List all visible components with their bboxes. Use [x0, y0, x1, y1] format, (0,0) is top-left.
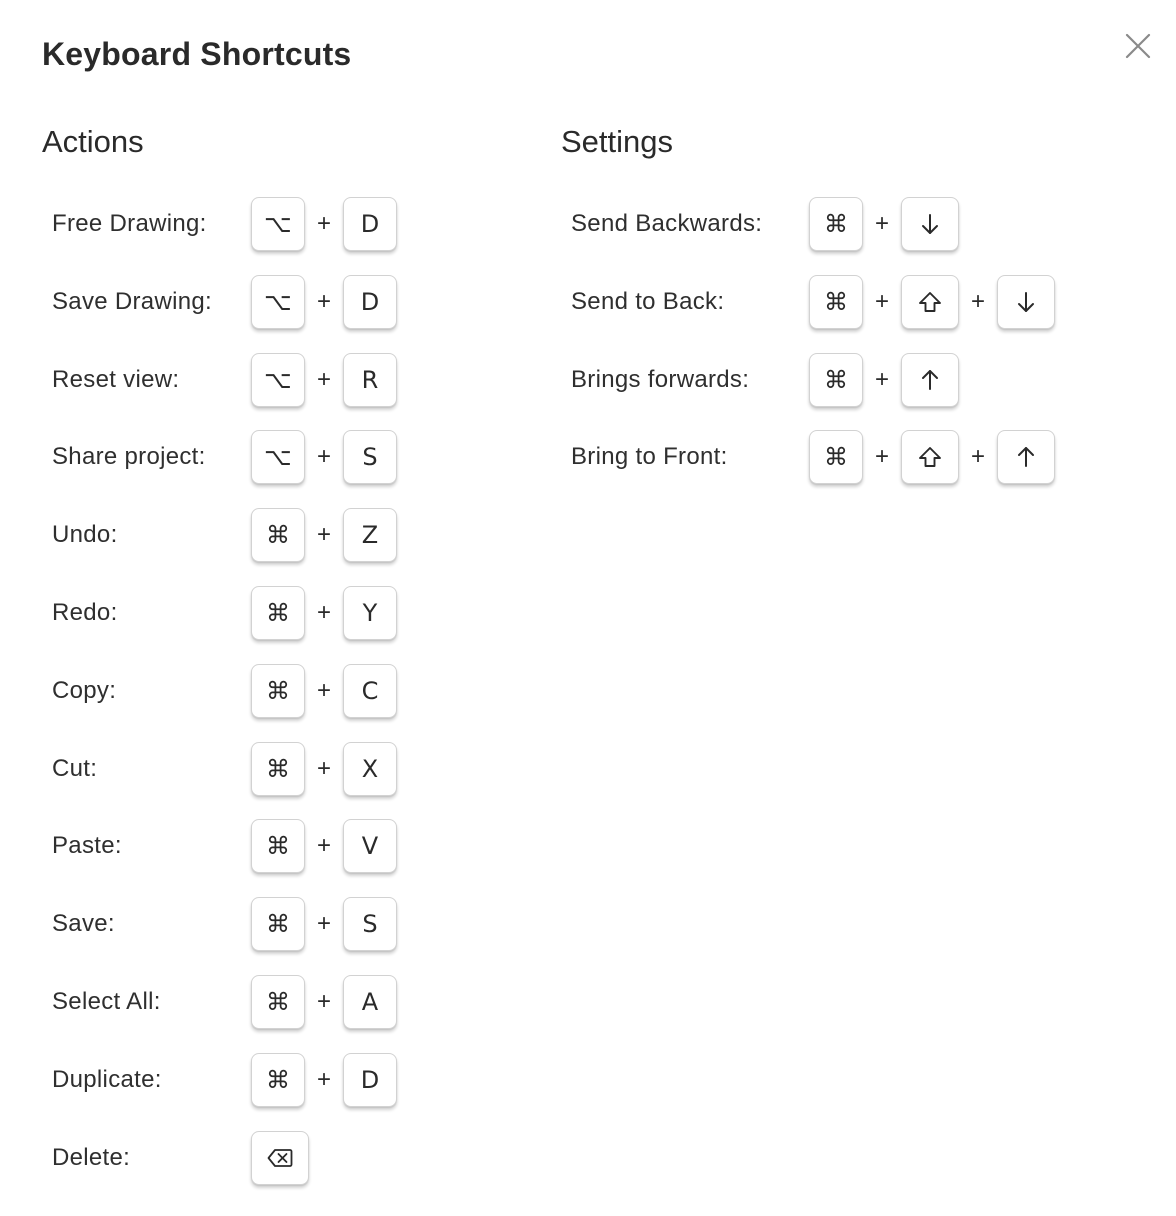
keycap-c: C: [343, 664, 397, 718]
actions-shortcut-row: [52, 896, 378, 952]
keycap-option-icon: ⌥: [251, 275, 305, 329]
shortcut-label: Copy:: [52, 676, 117, 704]
shortcut-label: Save Drawing:: [52, 287, 212, 315]
shortcut-label: Brings forwards:: [571, 365, 750, 393]
actions-shortcut-row: [52, 1052, 380, 1108]
key-combo: [251, 818, 397, 874]
keycap-v: V: [343, 819, 397, 873]
actions-shortcut-row: [52, 818, 379, 874]
keycap-command-icon: ⌘: [809, 197, 863, 251]
plus-separator: +: [874, 365, 889, 393]
plus-separator: +: [316, 210, 331, 237]
keycap-option-icon: ⌥: [251, 430, 305, 484]
settings-heading: Settings: [561, 124, 674, 159]
plus-separator: +: [316, 832, 331, 860]
keycap-s: S: [343, 897, 397, 951]
shortcut-label: Share project:: [52, 443, 206, 471]
key-combo: [251, 585, 397, 641]
keycap-a: A: [343, 975, 397, 1029]
shortcut-label: Duplicate:: [52, 1065, 162, 1093]
plus-separator: +: [970, 287, 985, 315]
keycap-arrow-up-icon: [997, 430, 1055, 484]
keycap-delete-icon: [251, 1131, 309, 1185]
plus-separator: +: [316, 599, 331, 626]
keycap-d: D: [343, 1053, 397, 1107]
key-combo: [251, 663, 397, 719]
shortcut-label: Paste:: [52, 832, 122, 860]
settings-shortcut-row: [571, 352, 889, 408]
keycap-command-icon: ⌘: [251, 664, 305, 718]
key-combo: [251, 507, 397, 563]
keycap-command-icon: ⌘: [809, 353, 863, 407]
plus-separator: +: [316, 287, 331, 315]
settings-shortcut-row: [571, 196, 889, 252]
key-combo: [251, 429, 397, 485]
actions-heading: Actions: [42, 124, 144, 159]
key-combo: [809, 352, 959, 408]
key-combo: [809, 196, 959, 252]
keycap-y: Y: [343, 586, 397, 640]
actions-shortcut-row: [52, 196, 380, 252]
keycap-option-icon: ⌥: [251, 353, 305, 407]
key-combo: [251, 896, 397, 952]
plus-separator: +: [874, 287, 889, 315]
actions-shortcut-row: [52, 429, 378, 485]
keycap-arrow-down-icon: [997, 275, 1055, 329]
keycap-shift-icon: [901, 275, 959, 329]
key-combo: [251, 352, 397, 408]
plus-separator: +: [316, 754, 331, 782]
shortcut-label: Send to Back:: [571, 287, 725, 315]
key-combo: [809, 274, 1055, 330]
plus-separator: +: [316, 910, 331, 938]
plus-separator: +: [316, 988, 331, 1015]
keycap-command-icon: ⌘: [251, 897, 305, 951]
shortcut-label: Delete:: [52, 1143, 131, 1171]
key-combo: [251, 741, 397, 797]
keycap-d: D: [343, 197, 397, 251]
plus-separator: +: [316, 1065, 331, 1093]
dialog-title: Keyboard Shortcuts: [42, 36, 352, 72]
keycap-z: Z: [343, 508, 397, 562]
plus-separator: +: [316, 443, 331, 471]
keycap-arrow-up-icon: [901, 353, 959, 407]
shortcut-label: Reset view:: [52, 365, 180, 393]
keycap-command-icon: ⌘: [251, 975, 305, 1029]
key-combo: [251, 1130, 309, 1186]
keycap-r: R: [343, 353, 397, 407]
keycap-option-icon: ⌥: [251, 197, 305, 251]
close-icon: [1122, 30, 1154, 62]
actions-shortcut-row: [52, 663, 379, 719]
shortcut-label: Cut:: [52, 754, 98, 782]
shortcut-label: Free Drawing:: [52, 210, 207, 237]
shortcut-label: Send Backwards:: [571, 210, 763, 237]
keycap-command-icon: ⌘: [809, 275, 863, 329]
settings-shortcut-row: [571, 274, 985, 330]
key-combo: [251, 1052, 397, 1108]
close-button[interactable]: [1122, 30, 1154, 62]
plus-separator: +: [316, 365, 331, 393]
keycap-command-icon: ⌘: [251, 742, 305, 796]
keycap-command-icon: ⌘: [251, 508, 305, 562]
settings-shortcut-row: [571, 429, 985, 485]
keycap-arrow-down-icon: [901, 197, 959, 251]
shortcut-label: Redo:: [52, 599, 118, 626]
actions-shortcut-row: [52, 1130, 130, 1186]
shortcut-label: Select All:: [52, 988, 161, 1015]
shortcut-label: Undo:: [52, 521, 118, 549]
actions-shortcut-row: [52, 507, 379, 563]
keycap-command-icon: ⌘: [251, 586, 305, 640]
shortcut-label: Save:: [52, 910, 115, 938]
keycap-s: S: [343, 430, 397, 484]
actions-shortcut-row: [52, 741, 379, 797]
keycap-shift-icon: [901, 430, 959, 484]
keycap-command-icon: ⌘: [251, 819, 305, 873]
keycap-command-icon: ⌘: [809, 430, 863, 484]
key-combo: [251, 196, 397, 252]
plus-separator: +: [316, 521, 331, 549]
actions-shortcut-row: [52, 585, 378, 641]
keycap-command-icon: ⌘: [251, 1053, 305, 1107]
actions-shortcut-row: [52, 352, 379, 408]
keycap-x: X: [343, 742, 397, 796]
plus-separator: +: [874, 210, 889, 237]
plus-separator: +: [970, 443, 985, 471]
key-combo: [809, 429, 1055, 485]
actions-shortcut-row: [52, 274, 380, 330]
key-combo: [251, 274, 397, 330]
shortcut-label: Bring to Front:: [571, 443, 728, 471]
plus-separator: +: [316, 676, 331, 704]
key-combo: [251, 974, 397, 1030]
plus-separator: +: [874, 443, 889, 471]
actions-shortcut-row: [52, 974, 379, 1030]
keycap-d: D: [343, 275, 397, 329]
